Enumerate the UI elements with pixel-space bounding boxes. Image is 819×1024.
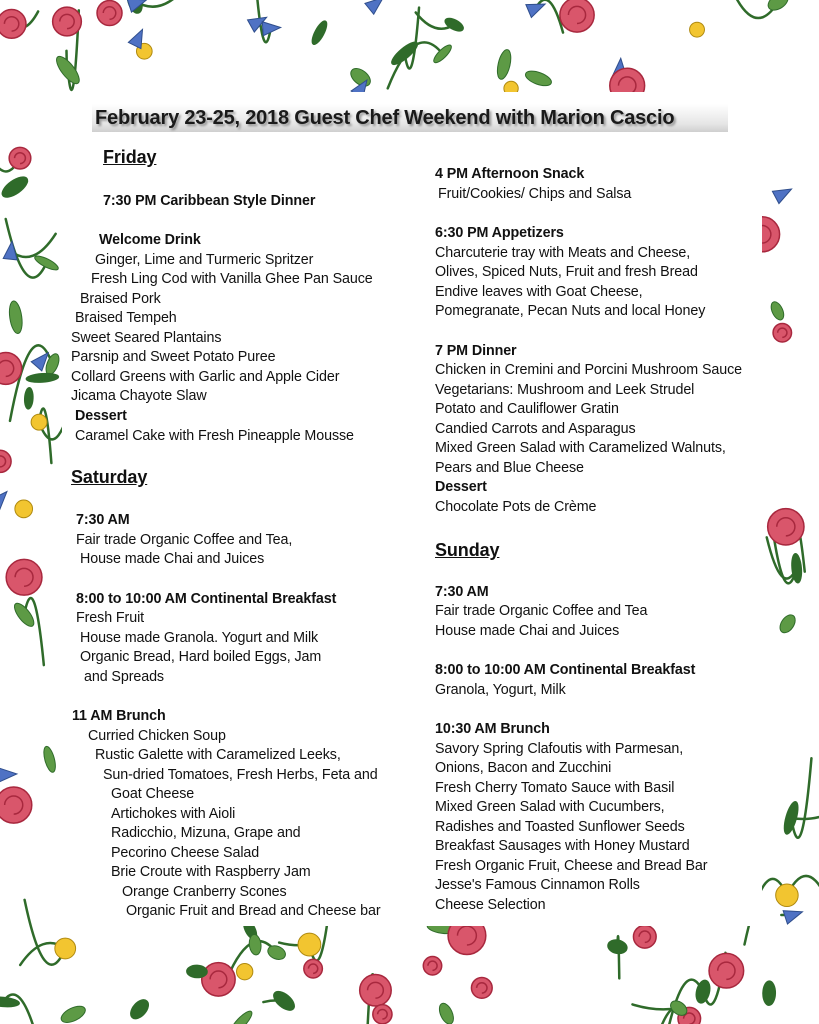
leaf-icon (59, 1003, 88, 1024)
blue-flower-icon (365, 0, 388, 14)
blue-flower-icon (0, 487, 12, 510)
list-item: Fresh Organic Fruit, Cheese and Bread Bar (435, 858, 708, 874)
list-item: Artichokes with Aioli (111, 806, 236, 822)
list-item: Fresh Cherry Tomato Sauce with Basil (435, 780, 675, 796)
list-item: Brie Croute with Raspberry Jam (111, 864, 311, 880)
leaf-icon (765, 0, 791, 14)
list-item: Fresh Fruit (76, 610, 145, 626)
list-item: Cheese Selection (435, 897, 546, 913)
rose-icon (709, 953, 744, 988)
rose-icon (202, 963, 235, 996)
list-item: Braised Pork (80, 291, 161, 307)
rose-icon (423, 957, 441, 975)
list-item: Orange Cranberry Scones (122, 884, 287, 900)
rose-icon (304, 959, 323, 978)
leaf-icon (33, 253, 60, 272)
blue-flower-icon (262, 20, 281, 35)
friday-dinner-heading: 7:30 PM Caribbean Style Dinner (103, 193, 316, 209)
list-item: Fair trade Organic Coffee and Tea (435, 603, 648, 619)
list-item: Braised Tempeh (75, 310, 177, 326)
rose-icon (373, 1005, 392, 1024)
yellow-flower-icon (776, 884, 799, 907)
list-item: Sweet Seared Plantains (71, 330, 222, 346)
list-item: Sun-dried Tomatoes, Fresh Herbs, Feta and (103, 767, 378, 783)
list-item: Olives, Spiced Nuts, Fruit and fresh Bread (435, 264, 698, 280)
list-item: Ginger, Lime and Turmeric Spritzer (95, 252, 314, 268)
leaf-icon (8, 300, 24, 334)
list-item: Mixed Green Salad with Cucumbers, (435, 799, 665, 815)
list-item: Potato and Cauliflower Gratin (435, 401, 619, 417)
yellow-flower-icon (690, 22, 705, 37)
leaf-icon (248, 934, 262, 956)
leaf-icon (11, 600, 37, 629)
friday-dessert-label: Dessert (75, 408, 127, 424)
list-item: Parsnip and Sweet Potato Puree (71, 349, 276, 365)
dinner-heading: 7 PM Dinner (435, 343, 517, 359)
list-item: and Spreads (84, 669, 164, 685)
page-title: February 23-25, 2018 Guest Chef Weekend with Marion Cascio (95, 107, 675, 129)
list-item: Pears and Blue Cheese (435, 460, 584, 476)
welcome-drink-label: Welcome Drink (99, 232, 201, 248)
rose-icon (633, 925, 656, 948)
leaf-icon (0, 996, 20, 1008)
leaf-icon (443, 16, 465, 34)
saturday-dessert-label: Dessert (435, 479, 487, 495)
rose-icon (773, 323, 791, 341)
leaf-icon (309, 19, 329, 46)
leaf-icon (437, 1001, 457, 1024)
list-item: Pomegranate, Pecan Nuts and local Honey (435, 303, 706, 319)
appetizers-heading: 6:30 PM Appetizers (435, 225, 564, 241)
blue-flower-icon (772, 183, 794, 204)
snack-heading: 4 PM Afternoon Snack (435, 166, 585, 182)
friday-heading: Friday (103, 147, 157, 167)
list-item: Jicama Chayote Slaw (71, 388, 207, 404)
list-item: Savory Spring Clafoutis with Parmesan, (435, 741, 684, 757)
leaf-icon (186, 965, 207, 978)
list-item: Chicken in Cremini and Porcini Mushroom Sauce (435, 362, 742, 378)
list-item: Candied Carrots and Asparagus (435, 421, 636, 437)
list-item: Breakfast Sausages with Honey Mustard (435, 838, 690, 854)
rose-icon (9, 147, 31, 169)
saturday-dessert: Chocolate Pots de Crème (435, 499, 597, 515)
snack-items: Fruit/Cookies/ Chips and Salsa (438, 186, 632, 202)
leaf-icon (24, 387, 34, 409)
leaf-icon (26, 372, 59, 383)
rose-icon (6, 559, 42, 595)
yellow-flower-icon (298, 933, 321, 956)
sunday-coffee-time: 7:30 AM (435, 584, 489, 600)
list-item: Mixed Green Salad with Caramelized Walnuts, (435, 440, 726, 456)
sunday-brunch-heading: 10:30 AM Brunch (435, 721, 550, 737)
rose-icon (97, 1, 122, 26)
list-item: House made Chai and Juices (435, 623, 620, 639)
list-item: Goat Cheese (111, 786, 195, 802)
sunday-breakfast-heading: 8:00 to 10:00 AM Continental Breakfast (435, 662, 696, 678)
list-item: Charcuterie tray with Meats and Cheese, (435, 245, 691, 261)
leaf-icon (127, 996, 152, 1022)
list-item: Radishes and Toasted Sunflower Seeds (435, 819, 685, 835)
blue-flower-icon (3, 241, 19, 260)
yellow-flower-icon (31, 414, 47, 430)
yellow-flower-icon (237, 963, 253, 979)
rose-icon (360, 975, 392, 1007)
rose-icon (0, 787, 32, 823)
list-item: Jesse's Famous Cinnamon Rolls (435, 877, 640, 893)
blue-flower-icon (0, 767, 17, 782)
list-item: House made Chai and Juices (80, 551, 265, 567)
leaf-icon (777, 612, 798, 635)
saturday-brunch-heading: 11 AM Brunch (72, 708, 166, 724)
list-item: Collard Greens with Garlic and Apple Cider (71, 369, 340, 385)
list-item: Fresh Ling Cod with Vanilla Ghee Pan Sauce (91, 271, 373, 287)
leaf-icon (389, 39, 421, 68)
blue-flower-icon (526, 0, 548, 17)
rose-icon (471, 978, 492, 999)
list-item: Curried Chicken Soup (88, 728, 226, 744)
sunday-breakfast-items: Granola, Yogurt, Milk (435, 682, 566, 698)
leaf-icon (42, 745, 58, 773)
list-item: Organic Fruit and Bread and Cheese bar (126, 903, 381, 919)
leaf-icon (524, 68, 554, 88)
list-item: Organic Bread, Hard boiled Eggs, Jam (80, 649, 322, 665)
list-item: Onions, Bacon and Zucchini (435, 760, 612, 776)
saturday-coffee-time: 7:30 AM (76, 512, 130, 528)
vine (11, 234, 56, 257)
friday-dessert: Caramel Cake with Fresh Pineapple Mousse (75, 428, 354, 444)
list-item: Vegetarians: Mushroom and Leek Strudel (435, 382, 695, 398)
leaf-icon (228, 1008, 255, 1024)
leaf-icon (606, 938, 628, 955)
list-item: Rustic Galette with Caramelized Leeks, (95, 747, 341, 763)
rose-icon (560, 0, 594, 32)
yellow-flower-icon (15, 500, 33, 518)
list-item: Endive leaves with Goat Cheese, (435, 284, 643, 300)
yellow-flower-icon (55, 938, 76, 959)
rose-icon (768, 509, 804, 545)
leaf-icon (0, 173, 31, 201)
leaf-icon (769, 300, 787, 322)
blue-flower-icon (783, 905, 804, 924)
vine (24, 598, 44, 665)
leaf-icon (495, 48, 513, 80)
list-item: Pecorino Cheese Salad (111, 845, 260, 861)
list-item: Radicchio, Mizuna, Grape and (111, 825, 301, 841)
sunday-heading: Sunday (435, 540, 500, 560)
list-item: House made Granola. Yogurt and Milk (80, 630, 319, 646)
saturday-heading: Saturday (71, 467, 148, 487)
list-item: Fair trade Organic Coffee and Tea, (76, 532, 293, 548)
vine (405, 8, 419, 69)
rose-icon (53, 7, 82, 36)
saturday-breakfast-heading: 8:00 to 10:00 AM Continental Breakfast (76, 591, 337, 607)
leaf-icon (763, 981, 776, 1006)
